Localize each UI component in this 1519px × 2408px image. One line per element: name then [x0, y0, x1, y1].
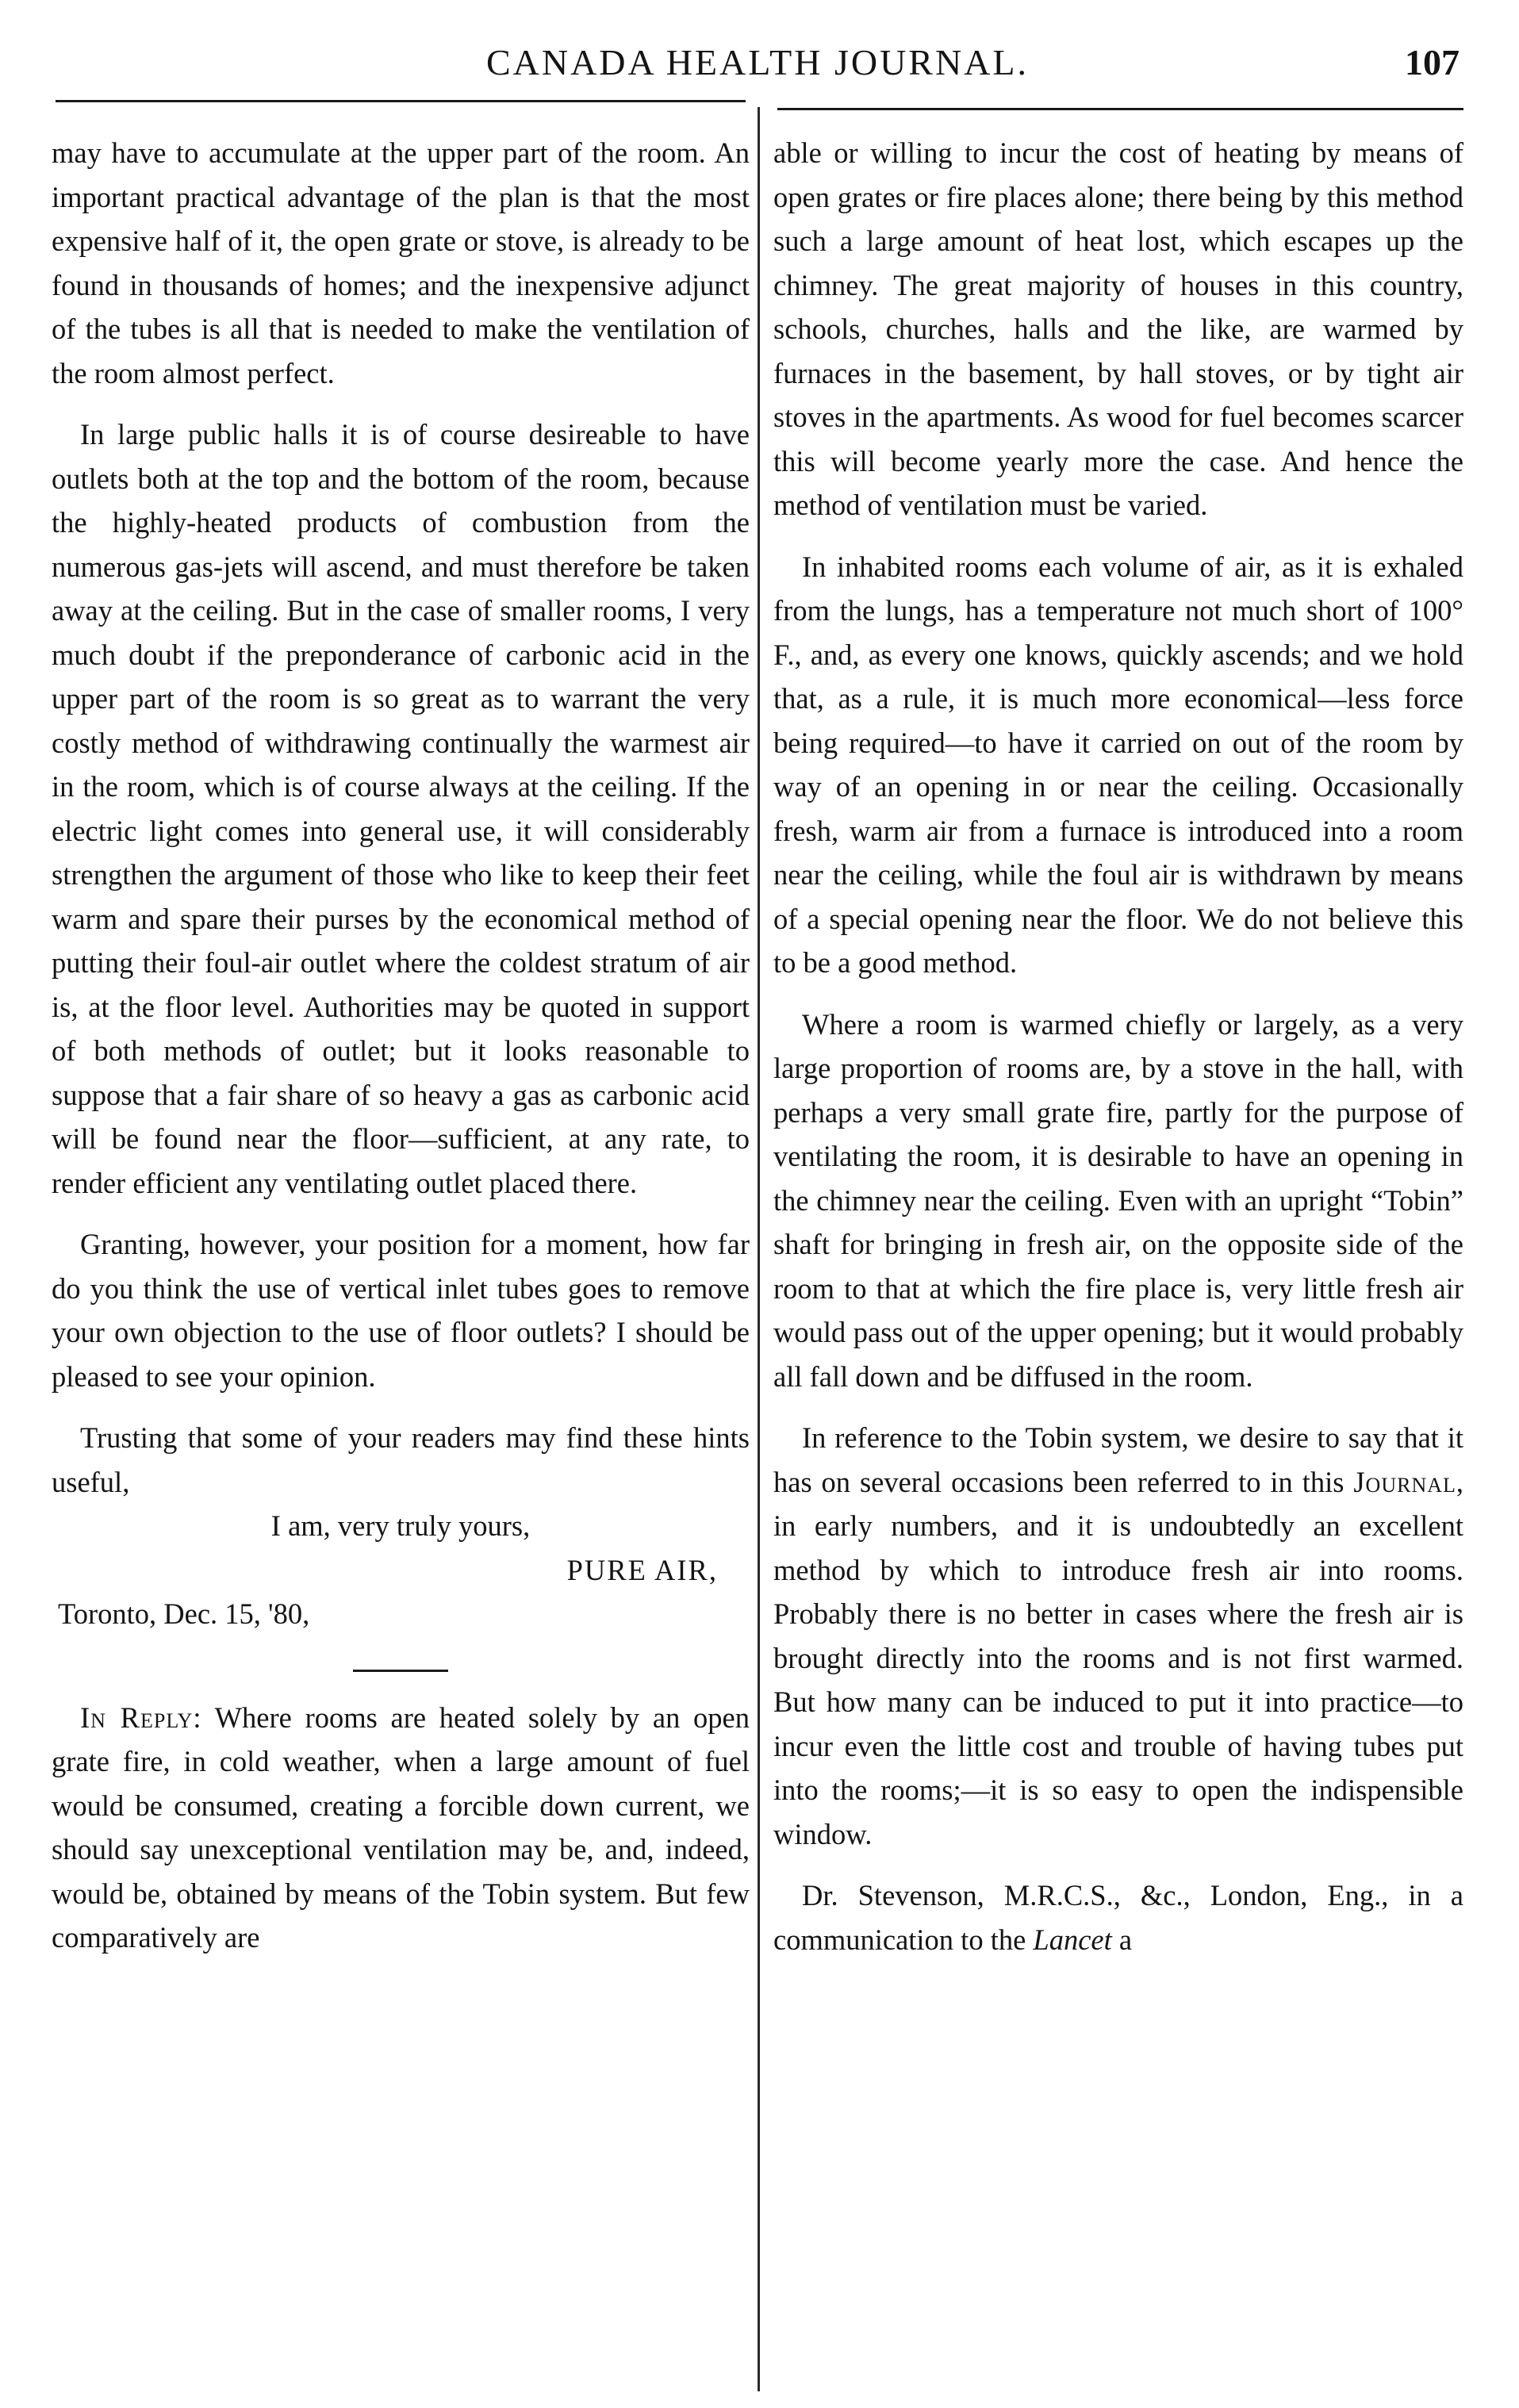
right-paragraph-1: able or willing to incur the cost of heating by means of open grates or fire places alone; there being by this method such a large amount of heat lost, which escapes up the chimney. The great majority of houses in this country, schools, churches, halls and the like, are warmed by furnaces in the basement, by hall stoves, or by tight air stoves in the apartments. As wood for fuel becomes scarcer this will become yearly more the case. And hence the method of ventilation must be varied. — [773, 136, 1463, 521]
left-paragraph-4: Trusting that some of your readers may find these hints useful, — [52, 1421, 750, 1498]
right-paragraph-5-start: Dr. Stevenson, M.R.C.S., &c., London, Eng., in a communication to the — [773, 1879, 1463, 1956]
reply-text: Where rooms are heated solely by an open grate fire, in cold weather, when a large amount of fuel would be consumed, creating a forcible down current, we should say unexceptional ventilation may be, and, indeed, would be, obtained by means of the Tobin system. But few comparatively are — [52, 1701, 750, 1954]
left-paragraph-2: In large public halls it is of course desireable to have outlets both at the top and the bottom of the room, because the highly-heated products of combustion from the numerous gas-jets will ascend, and must therefore be taken away at the ceiling. But in the case of smaller rooms, I very much doubt if the preponderance of carbonic acid in the upper part of the room is so great as to warrant the very costly method of withdrawing continually the warmest air in the room, which is of course always at the ceiling. If the electric light comes into general use, it will considerably strengthen the argument of those who like to keep their feet warm and spare their purses by the economical method of putting their foul-air outlet where the coldest stratum of air is, at the floor level. Authorities may be quoted in support of both methods of outlet; but it looks reasonable to suppose that a fair share of so heavy a gas as carbonic acid will be found near the floor—sufficient, at any rate, to render efficient any ventilating outlet placed there. — [52, 418, 750, 1199]
header-rule-left — [56, 100, 746, 102]
letter-signature: PURE AIR, — [566, 1553, 718, 1586]
right-paragraph-3: Where a room is warmed chiefly or largely, as a very large proportion of rooms are, by a stove in the hall, with perhaps a very small grate fire, partly for the purpose of ventilating the room, it is desirable to have an opening in the chimney near the ceiling. Even with an upright “Tobin” shaft for bringing in fresh air, on the opposite side of the room to that at which the fire place is, very little fresh air would pass out of the upper opening; but it would probably all fall down and be diffused in the room. — [773, 1007, 1463, 1393]
page-number: 107 — [1405, 42, 1460, 82]
right-column — [773, 131, 1463, 1961]
journal-title: CANADA HEALTH JOURNAL. — [485, 42, 1030, 82]
lancet-reference: Lancet — [1033, 1923, 1112, 1956]
right-paragraph-5-end: a — [1118, 1923, 1133, 1956]
left-column — [52, 131, 750, 1960]
letter-closing: I am, very truly yours, — [270, 1509, 531, 1542]
header-rule-right — [777, 108, 1463, 110]
letter-place-date: Toronto, Dec. 15, '80, — [58, 1597, 310, 1630]
left-paragraph-3: Granting, however, your position for a moment, how far do you think the use of vertical inlet tubes goes to remove your own objection to the use of floor outlets? I should be pleased to see your opinion. — [52, 1228, 750, 1393]
right-paragraph-2: In inhabited rooms each volume of air, as it is exhaled from the lungs, has a temperature not much short of 100° F., and, as every one knows, quickly ascends; and we hold that, as a rule, it is much more economical—less force being required—to have it carried on out of the room by way of an opening in or near the ceiling. Occasionally fresh, warm air from a furnace is introduced into a room near the ceiling, while the foul air is withdrawn by means of a special opening near the floor. We do not believe this to be a good method. — [773, 550, 1463, 979]
running-head — [56, 41, 1460, 97]
section-separator — [353, 1670, 448, 1672]
reply-paragraph — [52, 1696, 750, 1960]
journal-reference: Journal — [1353, 1465, 1456, 1498]
right-paragraph-5 — [773, 1873, 1463, 1961]
right-paragraph-4-start: In reference to the Tobin system, we desire to say that it has on several occasions been referred to in this — [773, 1421, 1463, 1498]
right-paragraph-4 — [773, 1416, 1463, 1856]
right-paragraph-4-end: , in early numbers, and it is undoubtedly an excellent method by which to introduce fresh air into rooms. Probably there is no better in cases where the fresh air is brought directly into the rooms and is not first warmed. But how many can be induced to put it into practice—to incur even the little cost and trouble of having tubes put into the rooms;—it is so easy to open the indispensible window. — [773, 1465, 1464, 1850]
reply-lead: In Reply: — [80, 1701, 202, 1734]
column-divider — [758, 107, 760, 2391]
left-paragraph-1: may have to accumulate at the upper part of the room. An important practical advantage of the plan is that the most expensive half of it, the open grate or stove, is already to be found in thousands of homes; and the inexpensive adjunct of the tubes is all that is needed to make the ventilation of the room almost perfect. — [52, 136, 750, 389]
